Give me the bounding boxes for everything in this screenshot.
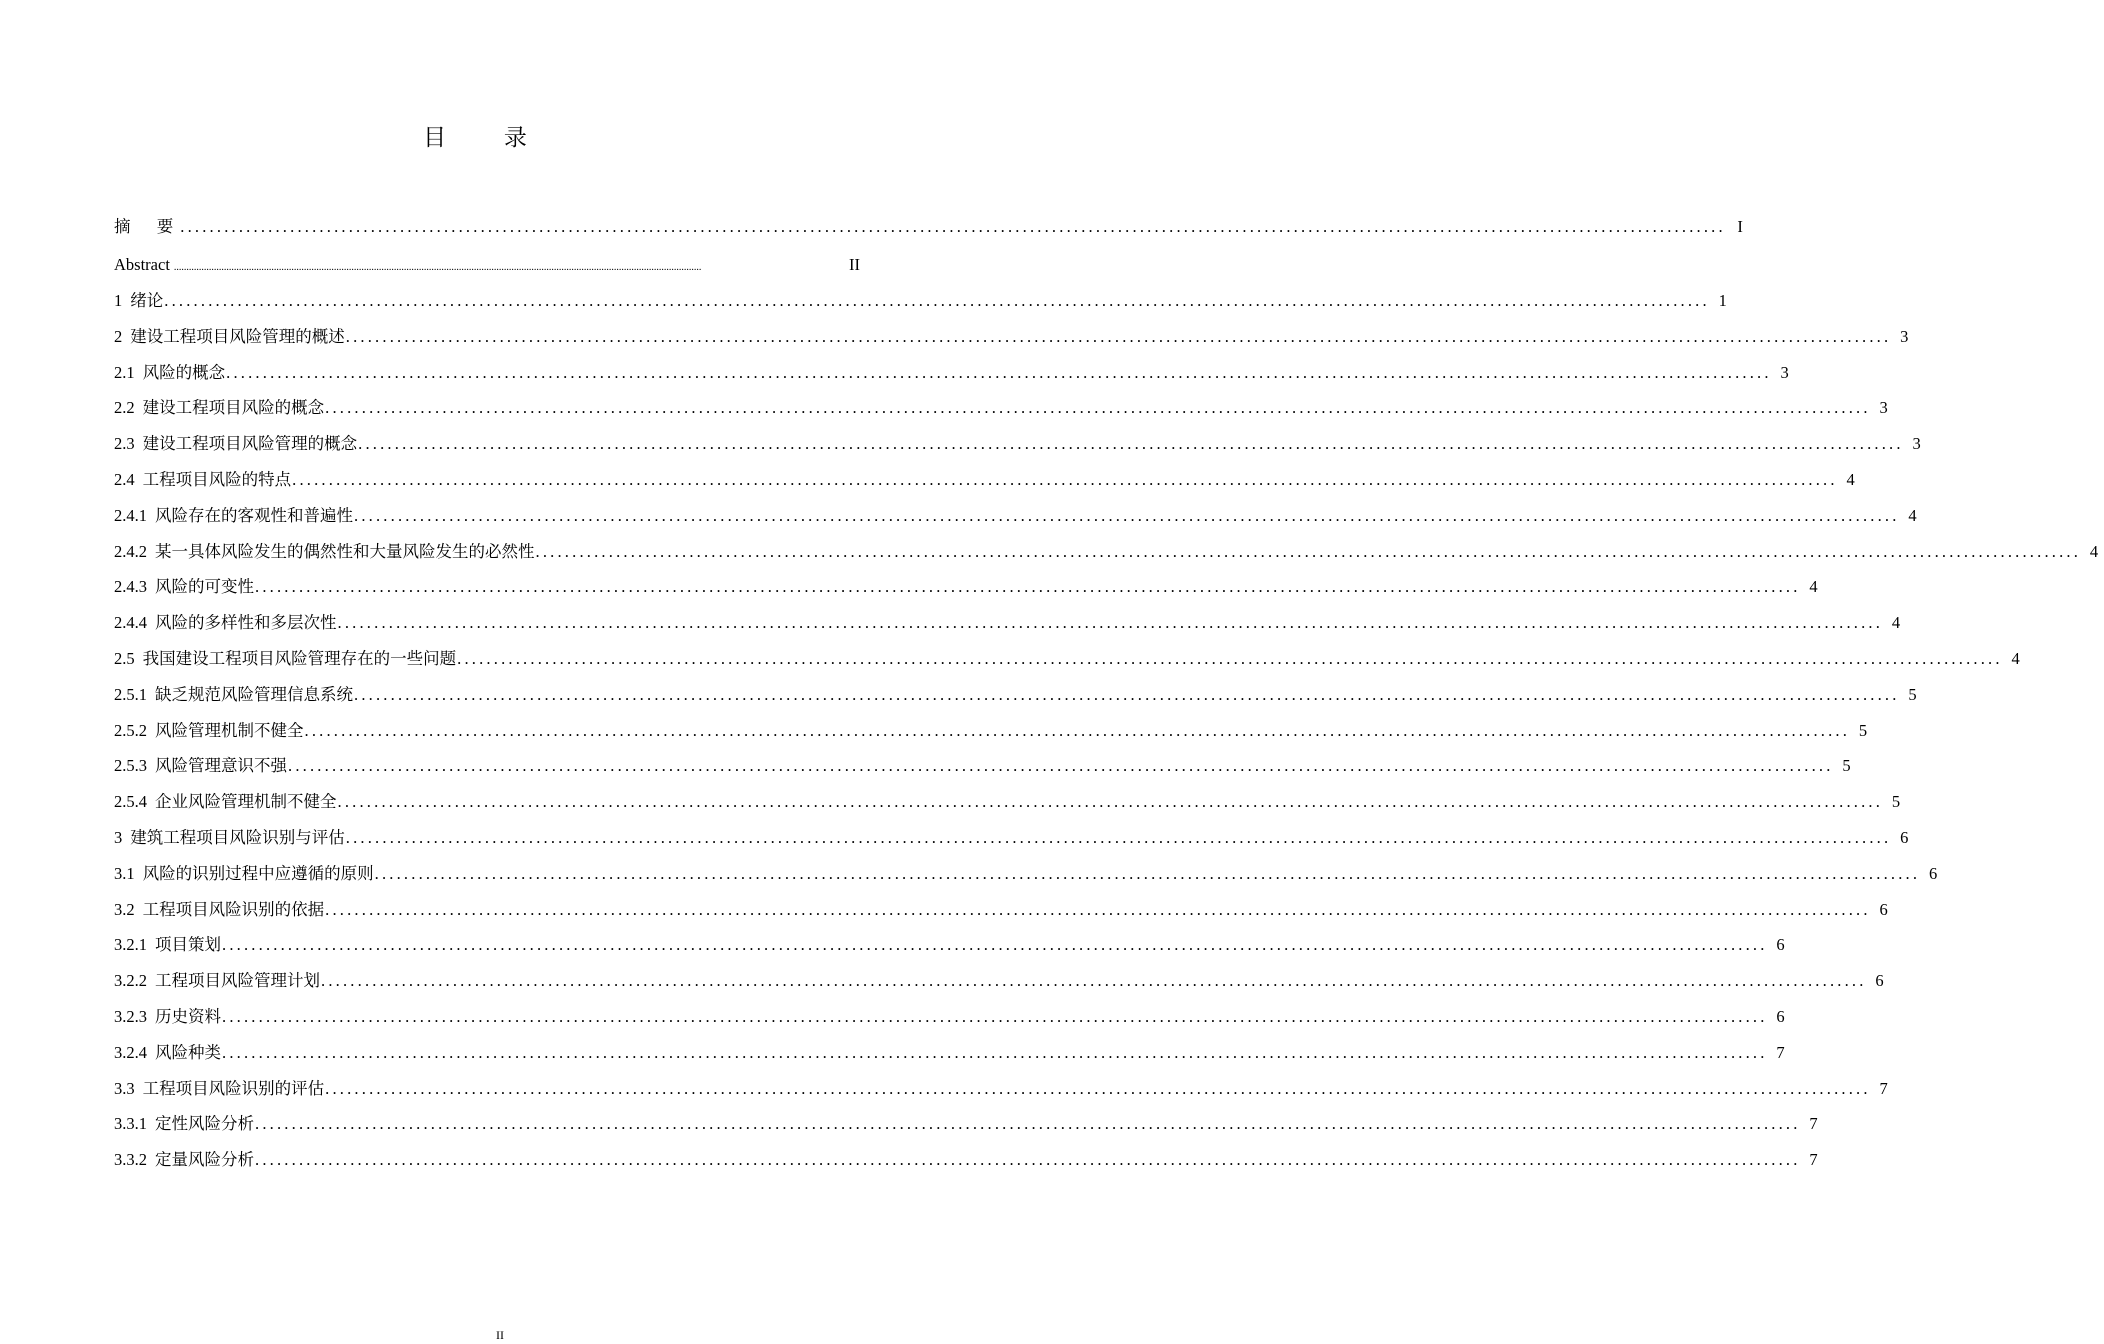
toc-entry-title: 历史资料 [155, 1006, 221, 1026]
toc-entry-title: 定量风险分析 [155, 1150, 254, 1170]
toc-dot-leader: ................................................................................................................................................................................................................... [255, 577, 1801, 597]
toc-entry[interactable] [114, 355, 1789, 391]
toc-entry-page: 5 [1842, 756, 1851, 776]
toc-dot-leader: ................................................................................................................................................................................................................... [337, 613, 1884, 633]
toc-entry[interactable] [114, 605, 1901, 641]
toc-entry-title: 风险的可变性 [155, 577, 254, 597]
toc-entry-title: 风险的识别过程中应遵循的原则 [142, 863, 374, 883]
toc-entry-page: 4 [1809, 577, 1818, 597]
toc-entry-number: 3.2 [114, 899, 135, 919]
toc-entry[interactable] [114, 641, 2020, 677]
toc-entry-number: 2.2 [114, 398, 135, 418]
toc-entry[interactable] [114, 713, 1868, 749]
toc-dot-leader: ................................................................................................................................................................................................................... [354, 684, 1900, 704]
toc-entry-title: 企业风险管理机制不健全 [155, 792, 337, 812]
toc-entry-page: 4 [1891, 613, 1901, 633]
toc-dot-leader: ................................................................................................................................................................................................................... [358, 434, 1904, 454]
toc-entry-number: 3 [114, 827, 123, 847]
toc-dot-leader: ................................................................................................................................................................................................................... [374, 863, 1921, 883]
toc-entry[interactable] [114, 1142, 1818, 1178]
toc-entry[interactable] [114, 963, 1884, 999]
toc-entry-number: 3.3 [114, 1078, 135, 1098]
toc-entry-title: 绪论 [130, 291, 164, 310]
toc-entry[interactable] [114, 892, 1888, 928]
toc-entry-number: 3.2.1 [114, 935, 147, 955]
toc-dot-leader: ................................................................................................................................................................................................................... [304, 720, 1851, 740]
toc-entry-title: 摘 要 [114, 217, 180, 237]
toc-entry[interactable] [114, 245, 860, 283]
toc-entry-page: 3 [1879, 398, 1888, 418]
toc-entry-title: Abstract [114, 255, 170, 275]
toc-entry-number: 1 [114, 291, 123, 310]
toc-entry[interactable] [114, 748, 1851, 784]
toc-entry-title: 风险的概念 [142, 362, 226, 382]
toc-entry-title: 工程项目风险的特点 [142, 469, 292, 489]
toc-entry[interactable] [114, 207, 1743, 245]
toc-dot-leader: ................................................................................................................................................................................................................... [226, 362, 1772, 382]
toc-entry[interactable] [114, 498, 1917, 534]
toc-entry-page: 6 [1879, 899, 1888, 919]
toc-dot-leader: ................................................................................................................................................................................................................... [255, 1150, 1801, 1170]
toc-entry-page: 7 [1879, 1078, 1888, 1098]
toc-entry-number: 2.5 [114, 648, 135, 668]
toc-entry[interactable] [114, 999, 1785, 1035]
toc-entry[interactable] [114, 462, 1855, 498]
toc-entry-number: 2.4.1 [114, 505, 147, 525]
toc-dot-leader: ................................................................................................................................................................................................................... [354, 505, 1900, 525]
toc-dot-leader: ................................................................................................................................................................................................................... [457, 648, 2003, 668]
toc-entry-number: 3.2.3 [114, 1006, 147, 1026]
toc-dot-leader: ................................................................................................................................................................................................................... [180, 217, 1726, 237]
toc-entry-page: I [1737, 217, 1743, 237]
toc-entry-page: 4 [2089, 541, 2099, 561]
toc-entry-number: 2.5.1 [114, 684, 147, 704]
toc-dot-leader: ................................................................................................................................................................................................................... [325, 1078, 1871, 1098]
toc-entry[interactable] [114, 426, 1921, 462]
toc-entry-title: 工程项目风险管理计划 [155, 971, 320, 991]
toc-dot-leader: ................................................................................................................................................................................................................... [288, 756, 1834, 776]
toc-entry-page: 4 [1846, 469, 1855, 489]
toc-dot-leader: ................................................................................................................................................................................................................... [325, 398, 1871, 418]
toc-entry-page: 5 [1858, 720, 1868, 740]
toc-entry-page: 6 [1776, 1006, 1785, 1026]
toc-entry-number: 3.3.2 [114, 1150, 147, 1170]
toc-entry-page: 3 [1900, 326, 1909, 346]
toc-dot-leader: ................................................................................................................................................................................................................... [255, 1114, 1801, 1134]
toc-entry[interactable] [114, 390, 1888, 426]
toc-entry-number: 3.2.2 [114, 971, 147, 991]
toc-dot-leader: ................................................................................................................................................................................................................... [222, 1006, 1768, 1026]
toc-entry-title: 工程项目风险识别的依据 [142, 899, 325, 919]
toc-entry[interactable] [114, 784, 1901, 820]
toc-entry-page: 5 [1908, 684, 1917, 704]
toc-entry-number: 2.5.2 [114, 720, 147, 740]
toc-entry-page: 3 [1912, 434, 1921, 454]
toc-entry-page: 6 [1875, 971, 1884, 991]
toc-entry[interactable] [114, 534, 2099, 570]
toc-entry-number: 2.4.4 [114, 613, 147, 633]
toc-entry-number: 2.5.4 [114, 792, 147, 812]
toc-entry-page: 6 [1928, 863, 1938, 883]
toc-entry-page: 5 [1891, 792, 1901, 812]
toc-entry-page: 4 [1908, 505, 1917, 525]
toc-entry-number: 2 [114, 326, 123, 346]
toc-entry-page: 3 [1780, 362, 1789, 382]
toc-entry[interactable] [114, 820, 1909, 856]
toc-dot-leader: ................................................................................................................................................................................................................... [173, 262, 702, 273]
toc-entry-number: 2.1 [114, 362, 135, 382]
toc-entry[interactable] [114, 1035, 1785, 1071]
toc-entry-title: 建设工程项目风险的概念 [142, 398, 325, 418]
toc-entry-title: 我国建设工程项目风险管理存在的一些问题 [142, 648, 457, 668]
toc-entry-number: 3.2.4 [114, 1042, 147, 1062]
toc-entry-page: II [849, 255, 860, 275]
toc-dot-leader: ................................................................................................................................................................................................................... [345, 827, 1892, 847]
toc-entry[interactable] [114, 677, 1917, 713]
toc-dot-leader: ................................................................................................................................................................................................................... [222, 935, 1768, 955]
page-title: 目 录 [423, 125, 553, 150]
toc-entry-title: 缺乏规范风险管理信息系统 [155, 684, 353, 704]
toc-entry-title: 项目策划 [155, 935, 221, 955]
toc-entry-page: 7 [1809, 1150, 1818, 1170]
toc-entry-number: 3.3.1 [114, 1114, 147, 1134]
toc-entry-number: 2.4.3 [114, 577, 147, 597]
toc-entry-title: 风险管理意识不强 [155, 756, 287, 776]
toc-entry-page: 6 [1900, 827, 1909, 847]
toc-entry[interactable] [114, 569, 1818, 605]
toc-dot-leader: ................................................................................................................................................................................................................... [292, 469, 1838, 489]
toc-entry[interactable] [114, 283, 1727, 319]
toc-dot-leader: ................................................................................................................................................................................................................... [222, 1042, 1768, 1062]
toc-entry-page: 7 [1776, 1042, 1785, 1062]
toc-entry-title: 某一具体风险发生的偶然性和大量风险发生的必然性 [155, 541, 535, 561]
page-number: II [496, 1328, 504, 1342]
toc-entry-number: 3.1 [114, 863, 135, 883]
toc-entry-title: 风险管理机制不健全 [155, 720, 304, 740]
toc-dot-leader: ................................................................................................................................................................................................................... [535, 541, 2082, 561]
toc-entry-title: 风险存在的客观性和普遍性 [155, 505, 353, 525]
toc-entry-number: 2.4 [114, 469, 135, 489]
toc-entry-title: 定性风险分析 [155, 1114, 254, 1134]
toc-entry-page: 4 [2011, 648, 2020, 668]
toc-entry-title: 风险的多样性和多层次性 [155, 613, 337, 633]
toc-entry-title: 建设工程项目风险管理的概念 [142, 434, 358, 454]
table-of-contents [114, 207, 2099, 1178]
toc-entry-page: 1 [1718, 291, 1727, 310]
toc-entry[interactable] [114, 927, 1785, 963]
toc-dot-leader: ................................................................................................................................................................................................................... [337, 792, 1884, 812]
toc-entry[interactable] [114, 1106, 1818, 1142]
toc-entry-number: 2.3 [114, 434, 135, 454]
toc-entry-page: 7 [1809, 1114, 1818, 1134]
toc-entry[interactable] [114, 319, 1909, 355]
toc-entry[interactable] [114, 1071, 1888, 1107]
toc-entry-number: 2.4.2 [114, 541, 147, 561]
toc-entry-title: 工程项目风险识别的评估 [142, 1078, 325, 1098]
toc-dot-leader: ................................................................................................................................................................................................................... [321, 971, 1867, 991]
toc-entry-title: 建设工程项目风险管理的概述 [130, 326, 345, 346]
toc-entry[interactable] [114, 856, 1938, 892]
toc-entry-page: 6 [1776, 935, 1785, 955]
toc-dot-leader: ................................................................................................................................................................................................................... [325, 899, 1871, 919]
toc-entry-title: 建筑工程项目风险识别与评估 [130, 827, 345, 847]
toc-dot-leader: ................................................................................................................................................................................................................... [345, 326, 1892, 346]
toc-entry-title: 风险种类 [155, 1042, 221, 1062]
toc-dot-leader: ................................................................................................................................................................................................................... [164, 291, 1710, 310]
toc-entry-number: 2.5.3 [114, 756, 147, 776]
